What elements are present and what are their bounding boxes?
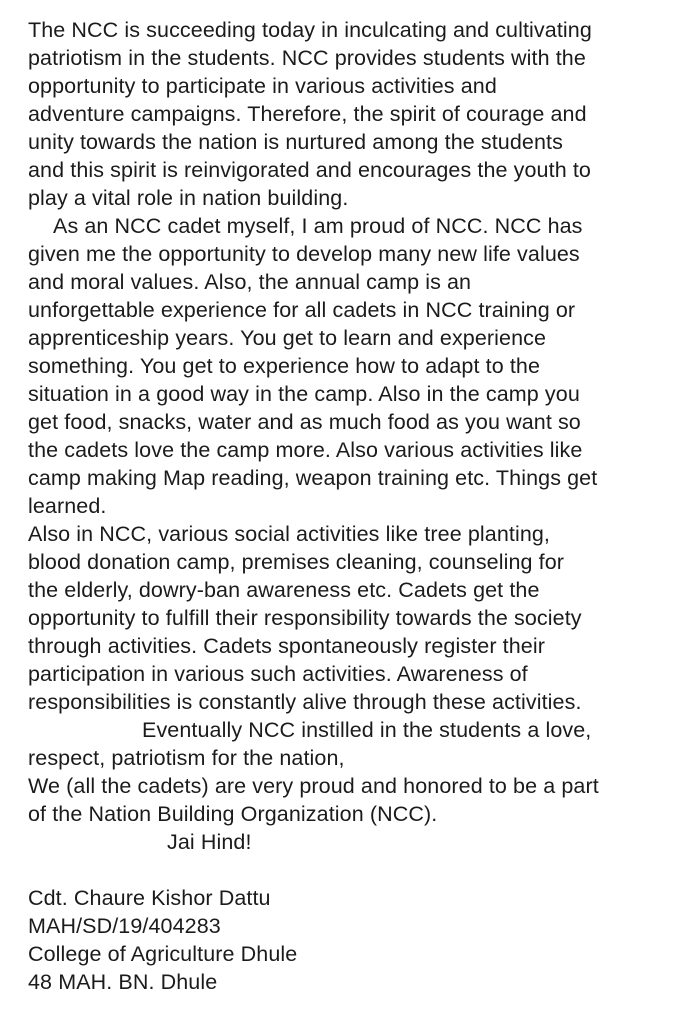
text-line: apprenticeship years. You get to learn and experience bbox=[28, 326, 547, 350]
text-line: patriotism in the students. NCC provides students with the bbox=[28, 46, 586, 70]
text-line: the elderly, dowry-ban awareness etc. Cadets get the bbox=[28, 578, 540, 602]
text-line: responsibilities is constantly alive through these activities. bbox=[28, 690, 582, 714]
text-line: get food, snacks, water and as much food as you want so bbox=[28, 410, 581, 434]
text-line: The NCC is succeeding today in inculcating and cultivating bbox=[28, 18, 592, 42]
text-line: adventure campaigns. Therefore, the spirit of courage and bbox=[28, 102, 587, 126]
signature-block bbox=[28, 884, 660, 996]
signature-cadet-name: Cdt. Chaure Kishor Dattu bbox=[28, 886, 271, 910]
text-line: and moral values. Also, the annual camp is an bbox=[28, 270, 472, 294]
text-line: through activities. Cadets spontaneously register their bbox=[28, 634, 545, 658]
text-line-paragraph-start: As an NCC cadet myself, I am proud of NCC. NCC has bbox=[53, 214, 583, 238]
text-line: opportunity to fulfill their responsibility towards the society bbox=[28, 606, 582, 630]
text-line: and this spirit is reinvigorated and encourages the youth to bbox=[28, 158, 591, 182]
signature-battalion: 48 MAH. BN. Dhule bbox=[28, 970, 218, 994]
text-line: the cadets love the camp more. Also various activities like bbox=[28, 438, 583, 462]
text-line: situation in a good way in the camp. Also in the camp you bbox=[28, 382, 580, 406]
text-line: Also in NCC, various social activities like tree planting, bbox=[28, 522, 551, 546]
text-line: learned. bbox=[28, 494, 107, 518]
closing-salutation: Jai Hind! bbox=[167, 830, 252, 854]
text-line: unity towards the nation is nurtured among the students bbox=[28, 130, 563, 154]
text-line-paragraph-start: Eventually NCC instilled in the students a love, bbox=[142, 718, 592, 742]
text-line: We (all the cadets) are very proud and honored to be a part bbox=[28, 774, 599, 798]
text-line: of the Nation Building Organization (NCC). bbox=[28, 802, 438, 826]
text-line: unforgettable experience for all cadets in NCC training or bbox=[28, 298, 576, 322]
text-line: blood donation camp, premises cleaning, counseling for bbox=[28, 550, 565, 574]
text-line: play a vital role in nation building. bbox=[28, 186, 349, 210]
text-line: given me the opportunity to develop many new life values bbox=[28, 242, 580, 266]
signature-college-name: College of Agriculture Dhule bbox=[28, 942, 298, 966]
text-line: opportunity to participate in various activities and bbox=[28, 74, 497, 98]
text-line: participation in various such activities. Awareness of bbox=[28, 662, 528, 686]
text-line: something. You get to experience how to adapt to the bbox=[28, 354, 541, 378]
text-line: camp making Map reading, weapon training etc. Things get bbox=[28, 466, 598, 490]
text-line: respect, patriotism for the nation, bbox=[28, 746, 345, 770]
signature-regimental-number: MAH/SD/19/404283 bbox=[28, 914, 221, 938]
